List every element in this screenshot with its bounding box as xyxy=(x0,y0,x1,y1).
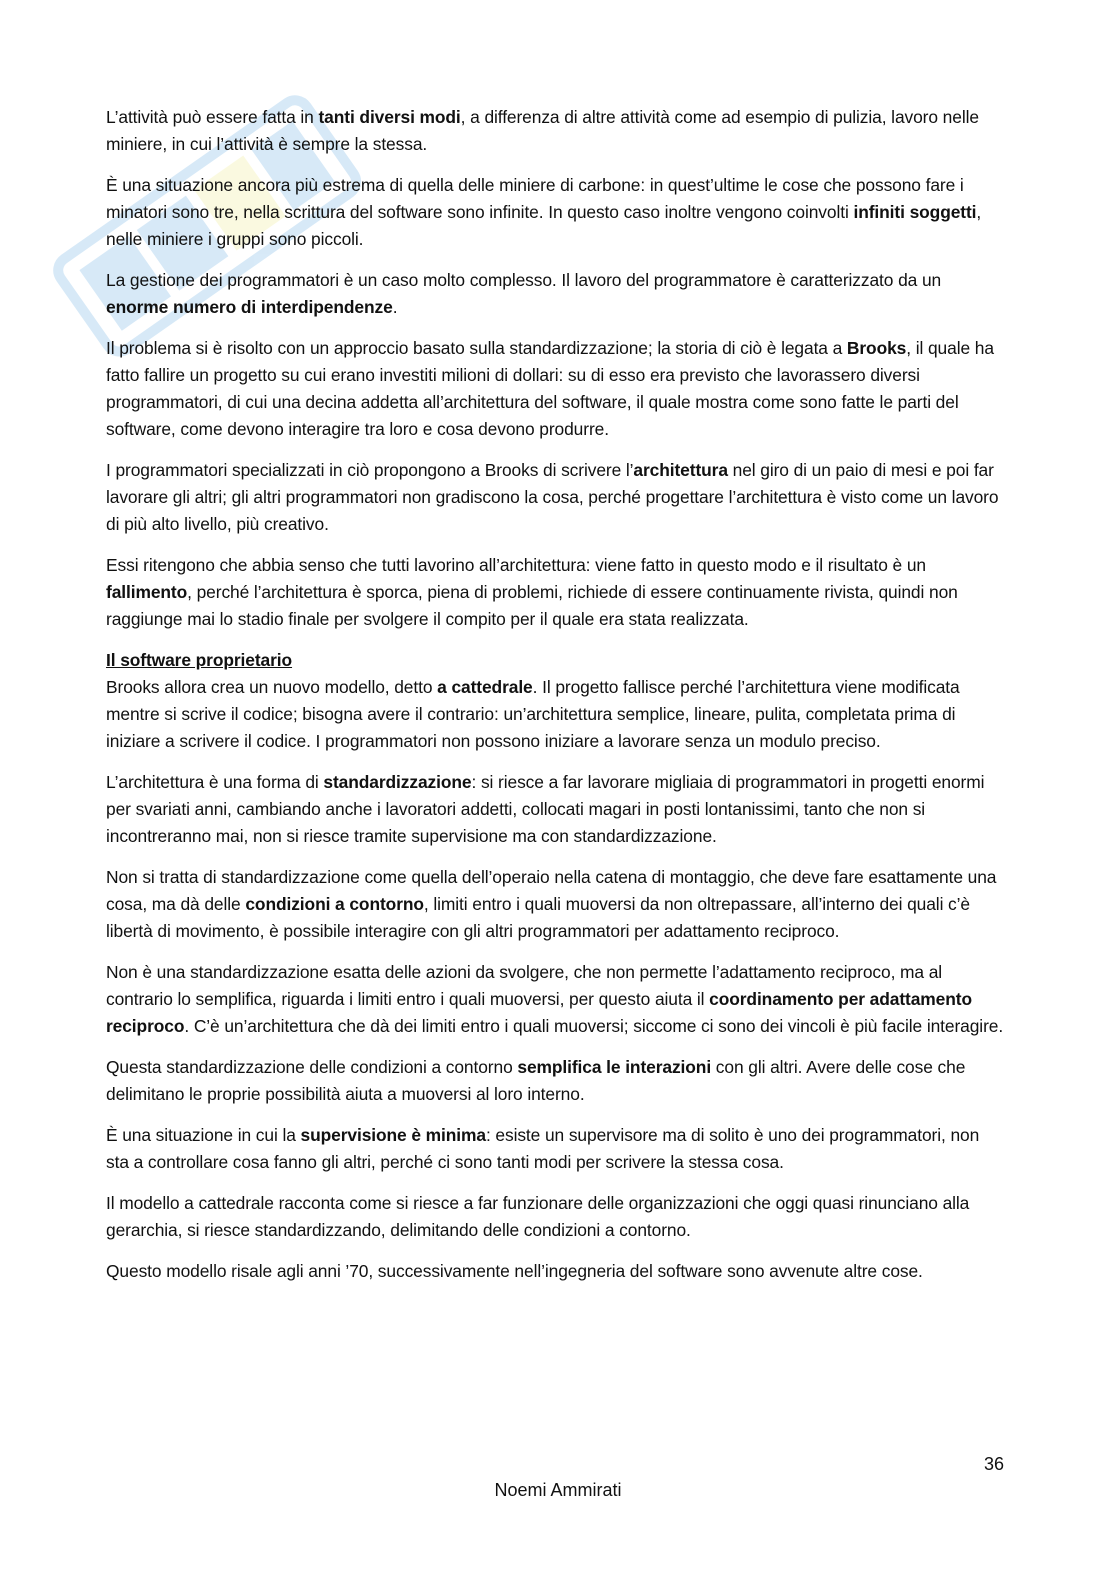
paragraph-11: È una situazione in cui la supervisione è minima: esiste un supervisore ma di solito è uno dei programmatori, non sta a controllare cosa fanno gli altri, perché ci sono tanti modi per scrivere la stessa cosa. xyxy=(106,1125,980,1172)
paragraph-1: L’attività può essere fatta in tanti diversi modi, a differenza di altre attività come ad esempio di pulizia, lavoro nelle miniere, in cui l’attività è sempre la stessa. xyxy=(106,107,979,154)
paragraph-13: Questo modello risale agli anni ’70, successivamente nell’ingegneria del software sono avvenute altre cose. xyxy=(106,1261,923,1281)
paragraph-4: Il problema si è risolto con un approccio basato sulla standardizzazione; la storia di ciò è legata a Brooks, il quale ha fatto fallire un progetto su cui erano investiti milioni di dollari: su di esso era previsto che lavorassero diversi programmatori, di cui una decina addetta all’architettura del software, il quale mostra come sono fatte le parti del software, come devono interagire tra loro e cosa devono produrre. xyxy=(106,338,994,439)
page-number: 36 xyxy=(983,1454,1004,1474)
paragraph-9: Non è una standardizzazione esatta delle azioni da svolgere, che non permette l’adattamento reciproco, ma al contrario lo semplifica, riguarda i limiti entro i quali muoversi, per questo aiuta il coordinamento per adattamento reciproco. C’è un’architettura che dà dei limiti entro i quali muoversi; siccome ci sono dei vincoli è più facile interagire. xyxy=(106,962,1004,1036)
paragraph-8: Non si tratta di standardizzazione come quella dell’operaio nella catena di montaggio, che deve fare esattamente una cosa, ma dà delle condizioni a contorno, limiti entro i quali muoversi da non oltrepassare, all’interno dei quali c’è libertà di movimento, è possibile interagire con gli altri programmatori per adattamento reciproco. xyxy=(106,867,997,941)
document-body xyxy=(106,104,1006,1299)
paragraph-5: I programmatori specializzati in ciò propongono a Brooks di scrivere l’architettura nel giro di un paio di mesi e poi far lavorare gli altri; gli altri programmatori non gradiscono la cosa, perché progettare l’architettura è visto come un lavoro di più alto livello, più creativo. xyxy=(106,460,999,534)
section-title: Il software proprietario xyxy=(106,650,293,670)
paragraph-3: La gestione dei programmatori è un caso molto complesso. Il lavoro del programmatore è caratterizzato da un enorme numero di interdipendenze. xyxy=(106,270,942,317)
footer-author: Noemi Ammirati xyxy=(494,1480,622,1500)
paragraph-7: L’architettura è una forma di standardizzazione: si riesce a far lavorare migliaia di programmatori in progetti enormi per svariati anni, cambiando anche i lavoratori addetti, collocati magari in posti lontanissimi, tanto che non si incontreranno mai, non si riesce tramite supervisione ma con standardizzazione. xyxy=(106,772,985,846)
section-intro: Il software proprietario Brooks allora crea un nuovo modello, detto a cattedrale. Il progetto fallisce perché l’architettura viene modificata mentre si scrive il codice; bisogna avere il contrario: un’architettura semplice, lineare, pulita, completata prima di iniziare a scrivere il codice. I programmatori non possono iniziare a lavorare senza un modulo preciso. xyxy=(106,647,1006,755)
paragraph-2: È una situazione ancora più estrema di quella delle miniere di carbone: in quest’ultime le cose che possono fare i minatori sono tre, nella scrittura del software sono infinite. In questo caso inoltre vengono coinvolti infiniti soggetti, nelle miniere i gruppi sono piccoli. xyxy=(106,175,982,249)
paragraph-6: Essi ritengono che abbia senso che tutti lavorino all’architettura: viene fatto in questo modo e il risultato è un fallimento, perché l’architettura è sporca, piena di problemi, richiede di essere continuamente rivista, quindi non raggiunge mai lo stadio finale per svolgere il compito per il quale era stata realizzata. xyxy=(106,555,958,629)
paragraph-10: Questa standardizzazione delle condizioni a contorno semplifica le interazioni con gli altri. Avere delle cose che delimitano le proprie possibilità aiuta a muoversi al loro interno. xyxy=(106,1057,966,1104)
paragraph-12: Il modello a cattedrale racconta come si riesce a far funzionare delle organizzazioni che oggi quasi rinunciano alla gerarchia, si riesce standardizzando, delimitando delle condizioni a contorno. xyxy=(106,1193,970,1240)
